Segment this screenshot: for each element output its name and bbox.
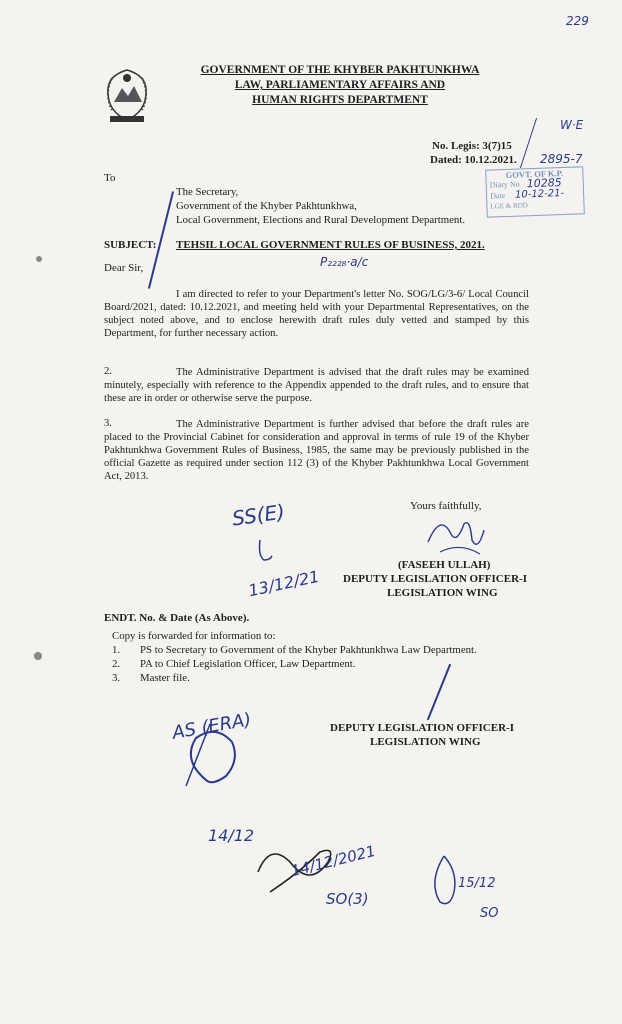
stamp-diary-label: Diary No — [489, 179, 520, 190]
handwritten-cc-mark: AS (ERA) — [170, 709, 253, 744]
paragraph-3-number: 3. — [104, 418, 112, 429]
endorsement-item-1: PS to Secretary to Government of the Khyber Pakhtunkhwa Law Department. — [140, 644, 477, 656]
address-line-3: Local Government, Elections and Rural Development Department. — [176, 214, 466, 226]
paragraph-1: I am directed to refer to your Department's letter No. SOG/LG/3-6/ Local Council Board/2021, dated: 10.12.2021, and meeting held with your Departmental Representatives, on the subject noted above, and to enclose herewith draft rules duly vetted and stamped by this Department, for further necessary action. — [104, 289, 529, 339]
handwritten-date-3: 14/12/2021 — [289, 841, 378, 881]
reference-date: Dated: 10.12.2021. — [430, 154, 517, 166]
circle-mark — [176, 720, 256, 790]
handwritten-so: SO(3) — [326, 890, 369, 908]
handwritten-date-1: 13/12/21 — [246, 566, 322, 601]
address-line-1: The Secretary, — [176, 186, 239, 198]
government-emblem-icon — [98, 64, 156, 126]
punch-hole-mark — [36, 256, 42, 262]
salutation: Dear Sir, — [104, 262, 144, 274]
handwritten-ssce: SS(E) — [230, 499, 287, 531]
closing2-wing: LEGISLATION WING — [370, 736, 481, 748]
header-line-1: GOVERNMENT OF THE KHYBER PAKHTUNKHWA — [200, 64, 480, 76]
header-line-2: LAW, PARLIAMENTARY AFFAIRS AND — [234, 79, 446, 91]
handwritten-number: 2895-7 — [540, 152, 583, 166]
to-label: To — [104, 172, 116, 184]
endorsement-intro: Copy is forwarded for information to: — [112, 630, 276, 642]
punch-hole-mark — [34, 652, 42, 660]
signature-faseeh — [420, 512, 490, 558]
stamp-title: GOVT. OF K.P. — [505, 168, 564, 181]
page-number: 229 — [566, 14, 589, 28]
margin-note: P₂₂₂₈·a/c — [320, 255, 369, 269]
stamp-bottom: LGE & RDD — [490, 201, 528, 211]
signatory-name: (FASEEH ULLAH) — [398, 559, 491, 571]
subject-text: TEHSIL LOCAL GOVERNMENT RULES OF BUSINESS, 2021. — [176, 239, 485, 251]
handwritten-date-4: 15/12 — [458, 876, 496, 891]
stamp-date: 10-12-21- — [514, 187, 565, 201]
endorsement-title: ENDT. No. & Date (As Above). — [104, 612, 250, 624]
signatory-title: DEPUTY LEGISLATION OFFICER-I — [343, 573, 527, 585]
reference-number: No. Legis: 3(7)15 — [432, 140, 512, 152]
handwritten-we: W·E — [560, 118, 584, 132]
address-line-2: Government of the Khyber Pakhtunkhwa, — [176, 200, 357, 212]
paragraph-2-number: 2. — [104, 366, 112, 377]
paragraph-2: The Administrative Department is advised that the draft rules may be examined minutely, especially with reference to the Appendix appended to the draft rules, and to ensure that these are in order or otherwise serve the purpose. — [104, 367, 529, 404]
signatory-wing: LEGISLATION WING — [387, 587, 498, 599]
closing2-title: DEPUTY LEGISLATION OFFICER-I — [330, 722, 514, 734]
handwritten-so-2: SO — [480, 906, 499, 921]
subject-label: SUBJECT: — [104, 239, 157, 251]
diary-stamp — [485, 166, 585, 217]
stamp-diary-number: 10285 — [526, 176, 562, 191]
pen-stroke-2 — [427, 664, 451, 720]
endorsement-item-2: PA to Chief Legislation Officer, Law Department. — [140, 658, 356, 670]
yours-faithfully: Yours faithfully, — [410, 500, 482, 512]
header-line-3: HUMAN RIGHTS DEPARTMENT — [252, 94, 428, 106]
endorsement-item-3: Master file. — [140, 672, 190, 684]
paragraph-3: The Administrative Department is further advised that before the draft rules are placed to the Provincial Cabinet for consideration and approval in terms of rule 19 of the Khyber Pakhtunkhwa Government Rules of Business, 1985, the same may be previously published in the official Gazette as required under section 112 (3) of the Khyber Pakhtunkhwa Local Government Act, 2013. — [104, 419, 529, 482]
handwritten-date-2: 14/12 — [208, 826, 255, 845]
endorsement-item-2-number: 2. — [112, 658, 121, 670]
stamp-date-label: Date — [489, 191, 506, 201]
endorsement-item-3-number: 3. — [112, 672, 121, 684]
handwritten-initial-l — [256, 538, 274, 562]
endorsement-item-1-number: 1. — [112, 644, 121, 656]
